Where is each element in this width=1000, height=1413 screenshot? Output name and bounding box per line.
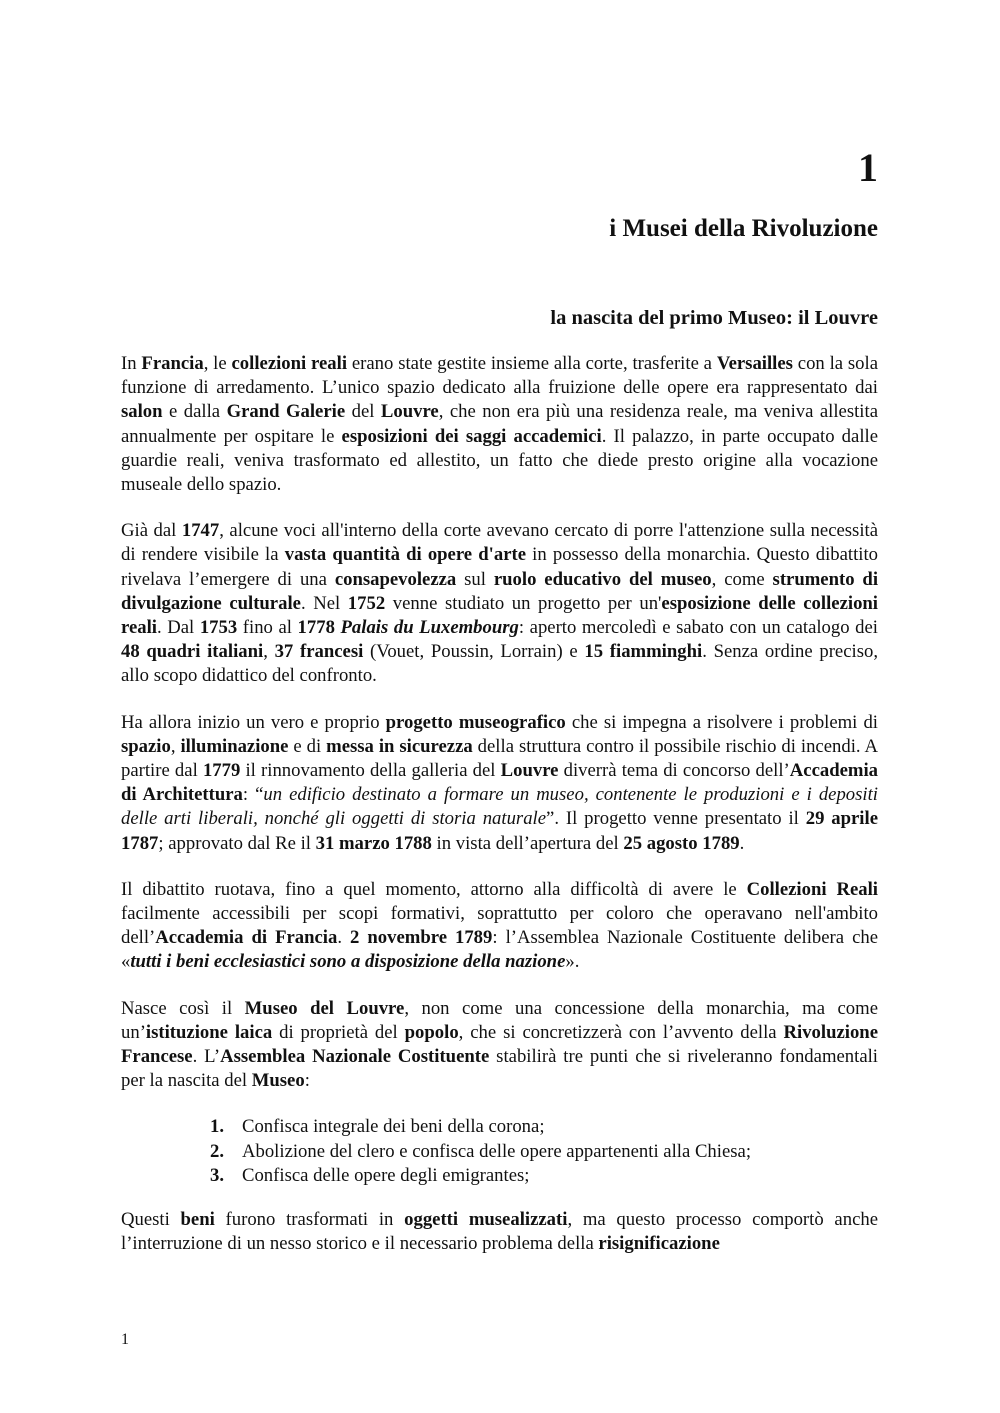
chapter-title: i Musei della Rivoluzione (609, 215, 878, 242)
list-item-text: Confisca delle opere degli emigrantes; (242, 1164, 530, 1186)
list-item (121, 1164, 878, 1188)
page-number: 1 (121, 1331, 129, 1348)
numbered-list (121, 1115, 878, 1188)
list-number: 1. (210, 1116, 225, 1138)
paragraph-4: Il dibattito ruotava, fino a quel momento, attorno alla difficoltà di avere le Collezioni Reali facilmente accessibili per scopi formativi, soprattutto per coloro che operavano nell'ambito dell’Accademia di Francia. 2 novembre 1789: l’Assemblea Nazionale Costituente delibera che «tutti i beni ecclesiastici sono a disposizione della nazione». (121, 878, 878, 973)
list-item-text: Confisca integrale dei beni della corona; (242, 1116, 545, 1138)
list-number: 3. (210, 1164, 225, 1186)
chapter-number: 1 (858, 145, 878, 190)
paragraph-2: Già dal 1747, alcune voci all'interno della corte avevano cercato di porre l'attenzione sulla necessità di rendere visibile la vasta quantità di opere d'arte in possesso della monarchia. Questo dibattito rivelava l’emergere di una consapevolezza sul ruolo educativo del museo, come strumento di divulgazione culturale. Nel 1752 venne studiato un progetto per un'esposizione delle collezioni reali. Dal 1753 fino al 1778 Palais du Luxembourg: aperto mercoledì e sabato con un catalogo dei 48 quadri italiani, 37 francesi (Vouet, Poussin, Lorrain) e 15 fiamminghi. Senza ordine preciso, allo scopo didattico del confronto. (121, 520, 879, 687)
paragraph-6: Questi beni furono trasformati in oggetti musealizzati, ma questo processo comportò anche l’interruzione di un nesso storico e il necessario problema della risignificazione (121, 1209, 879, 1255)
paragraph-5: Nasce così il Museo del Louvre, non come una concessione della monarchia, ma come un’istituzione laica di proprietà del popolo, che si concretizzerà con l’avvento della Rivoluzione Francese. L’Assemblea Nazionale Costituente stabilirà tre punti che si riveleranno fondamentali per la nascita del Museo: (121, 997, 878, 1092)
paragraph-3: Ha allora inizio un vero e proprio progetto museografico che si impegna a risolvere i problemi di spazio, illuminazione e di messa in sicurezza della struttura contro il possibile rischio di incendi. A partire dal 1779 il rinnovamento della galleria del Louvre diverrà tema di concorso dell’Accademia di Architettura: “un edificio destinato a formare un museo, contenente le produzioni e i depositi delle arti liberali, nonché gli oggetti di storia naturale”. Il progetto venne presentato il 29 aprile 1787; approvato dal Re il 31 marzo 1788 in vista dell’apertura del 25 agosto 1789. (121, 711, 878, 854)
body-text (121, 352, 878, 1279)
section-title: la nascita del primo Museo: il Louvre (550, 307, 878, 329)
list-item-text: Abolizione del clero e confisca delle opere appartenenti alla Chiesa; (242, 1140, 752, 1162)
list-item (121, 1115, 878, 1139)
list-item (121, 1140, 878, 1164)
list-number: 2. (210, 1140, 225, 1162)
paragraph-1: In Francia, le collezioni reali erano state gestite insieme alla corte, trasferite a Versailles con la sola funzione di arredamento. L’unico spazio dedicato alla fruizione delle opere era rappresentato dai salon e dalla Grand Galerie del Louvre, che non era più una residenza reale, ma veniva allestita annualmente per ospitare le esposizioni dei saggi accademici. Il palazzo, in parte occupato dalle guardie reali, veniva trasformato ed allestito, un fatto che diede presto origine alla vocazione museale dello spazio. (121, 353, 878, 496)
